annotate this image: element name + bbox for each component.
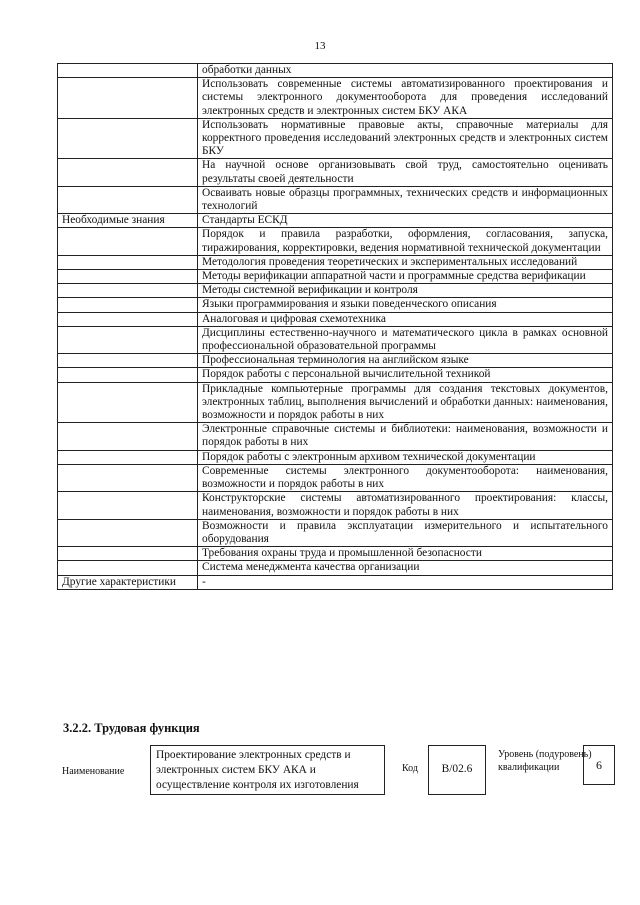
knowledge-item: Прикладные компьютерные программы для создания текстовых документов, электронных таблиц, выполнения вычислений и обработки данных: наименования, возможности и порядок работы в них bbox=[202, 382, 608, 422]
table-row bbox=[58, 354, 613, 368]
level-label: Уровень (подуровень) квалификации bbox=[498, 749, 592, 773]
knowledge-item: Требования охраны труда и промышленной безопасности bbox=[202, 547, 482, 560]
knowledge-item: Методология проведения теоретических и экспериментальных исследований bbox=[202, 255, 578, 268]
code-value-box: В/02.6 bbox=[428, 745, 486, 795]
knowledge-item: Конструкторские системы автоматизированного проектирования: классы, наименования, возможности и порядок работы в них bbox=[202, 492, 608, 518]
section-title: 3.2.2. Трудовая функция bbox=[63, 721, 200, 735]
knowledge-item: Система менеджмента качества организации bbox=[202, 561, 420, 574]
knowledge-item: Электронные справочные системы и библиотеки: наименования, возможности и порядок работы в них bbox=[202, 423, 608, 449]
table-row bbox=[58, 561, 613, 575]
level-value-box: 6 bbox=[583, 745, 615, 785]
function-name-box: Проектирование электронных средств и электронных систем БКУ АКА и осуществление контроля их изготовления bbox=[150, 745, 385, 795]
knowledge-item: Профессиональная терминология на английском языке bbox=[202, 354, 469, 367]
table-row bbox=[58, 368, 613, 382]
skill-item: Использовать современные системы автоматизированного проектирования и системы электронного документооборота для проведения исследований электронных средств и электронных систем БКУ АКА bbox=[202, 78, 608, 117]
table-row bbox=[58, 492, 613, 519]
table-row bbox=[58, 118, 613, 159]
table-row bbox=[58, 284, 613, 298]
table-row bbox=[58, 326, 613, 353]
skill-item: Использовать нормативные правовые акты, справочные материалы для корректного проведения исследований электронных средств и электронных систем БКУ bbox=[202, 118, 608, 158]
knowledge-item: Порядок работы с персональной вычислительной техникой bbox=[202, 368, 491, 381]
knowledge-item: Возможности и правила эксплуатации измерительного и испытательного оборудования bbox=[202, 519, 608, 545]
knowledge-item: Методы верификации аппаратной части и программные средства верификации bbox=[202, 270, 586, 283]
table-row bbox=[58, 298, 613, 312]
knowledge-item: Методы системной верификации и контроля bbox=[202, 284, 418, 297]
code-label: Код bbox=[402, 763, 418, 774]
table-row bbox=[58, 78, 613, 119]
table-row bbox=[58, 575, 613, 589]
table-row bbox=[58, 423, 613, 450]
table-row bbox=[58, 382, 613, 423]
knowledge-item: Порядок и правила разработки, оформления, согласования, запуска, тиражирования, корректировки, ведения нормативной технической документации bbox=[202, 228, 608, 254]
skills-cell bbox=[198, 64, 613, 78]
skill-item: На научной основе организовывать свой труд, самостоятельно оценивать результаты своей деятельности bbox=[202, 159, 608, 185]
row-label-knowledge: Необходимые знания bbox=[58, 214, 198, 228]
knowledge-item: Аналоговая и цифровая схемотехника bbox=[202, 312, 386, 325]
requirements-table bbox=[57, 63, 613, 590]
table-row bbox=[58, 519, 613, 546]
table-row bbox=[58, 255, 613, 269]
knowledge-item: Современные системы электронного документооборота: наименования, возможности и порядок работы в них bbox=[202, 464, 608, 491]
row-label bbox=[58, 64, 198, 78]
table-row bbox=[58, 186, 613, 213]
table-row bbox=[58, 64, 613, 78]
table-row bbox=[58, 464, 613, 491]
knowledge-item: Порядок работы с электронным архивом технической документации bbox=[202, 450, 536, 463]
row-label-other: Другие характеристики bbox=[58, 575, 198, 589]
skill-item: обработки данных bbox=[202, 64, 292, 76]
knowledge-item: Языки программирования и языки поведенческого описания bbox=[202, 298, 497, 311]
table-row bbox=[58, 228, 613, 255]
table-row bbox=[58, 312, 613, 326]
knowledge-item: Дисциплины естественно-научного и математического цикла в рамках основной профессиональной образовательной программы bbox=[202, 326, 608, 353]
table-row bbox=[58, 270, 613, 284]
name-label: Наименование bbox=[62, 766, 125, 777]
table-row bbox=[58, 450, 613, 464]
knowledge-item: Стандарты ЕСКД bbox=[202, 214, 288, 227]
skill-item: Осваивать новые образцы программных, технических средств и информационных технологий bbox=[202, 186, 608, 213]
table-row bbox=[58, 547, 613, 561]
table-row bbox=[58, 214, 613, 228]
table-row bbox=[58, 159, 613, 186]
other-item: - bbox=[202, 575, 206, 588]
page-number: 13 bbox=[314, 40, 326, 52]
